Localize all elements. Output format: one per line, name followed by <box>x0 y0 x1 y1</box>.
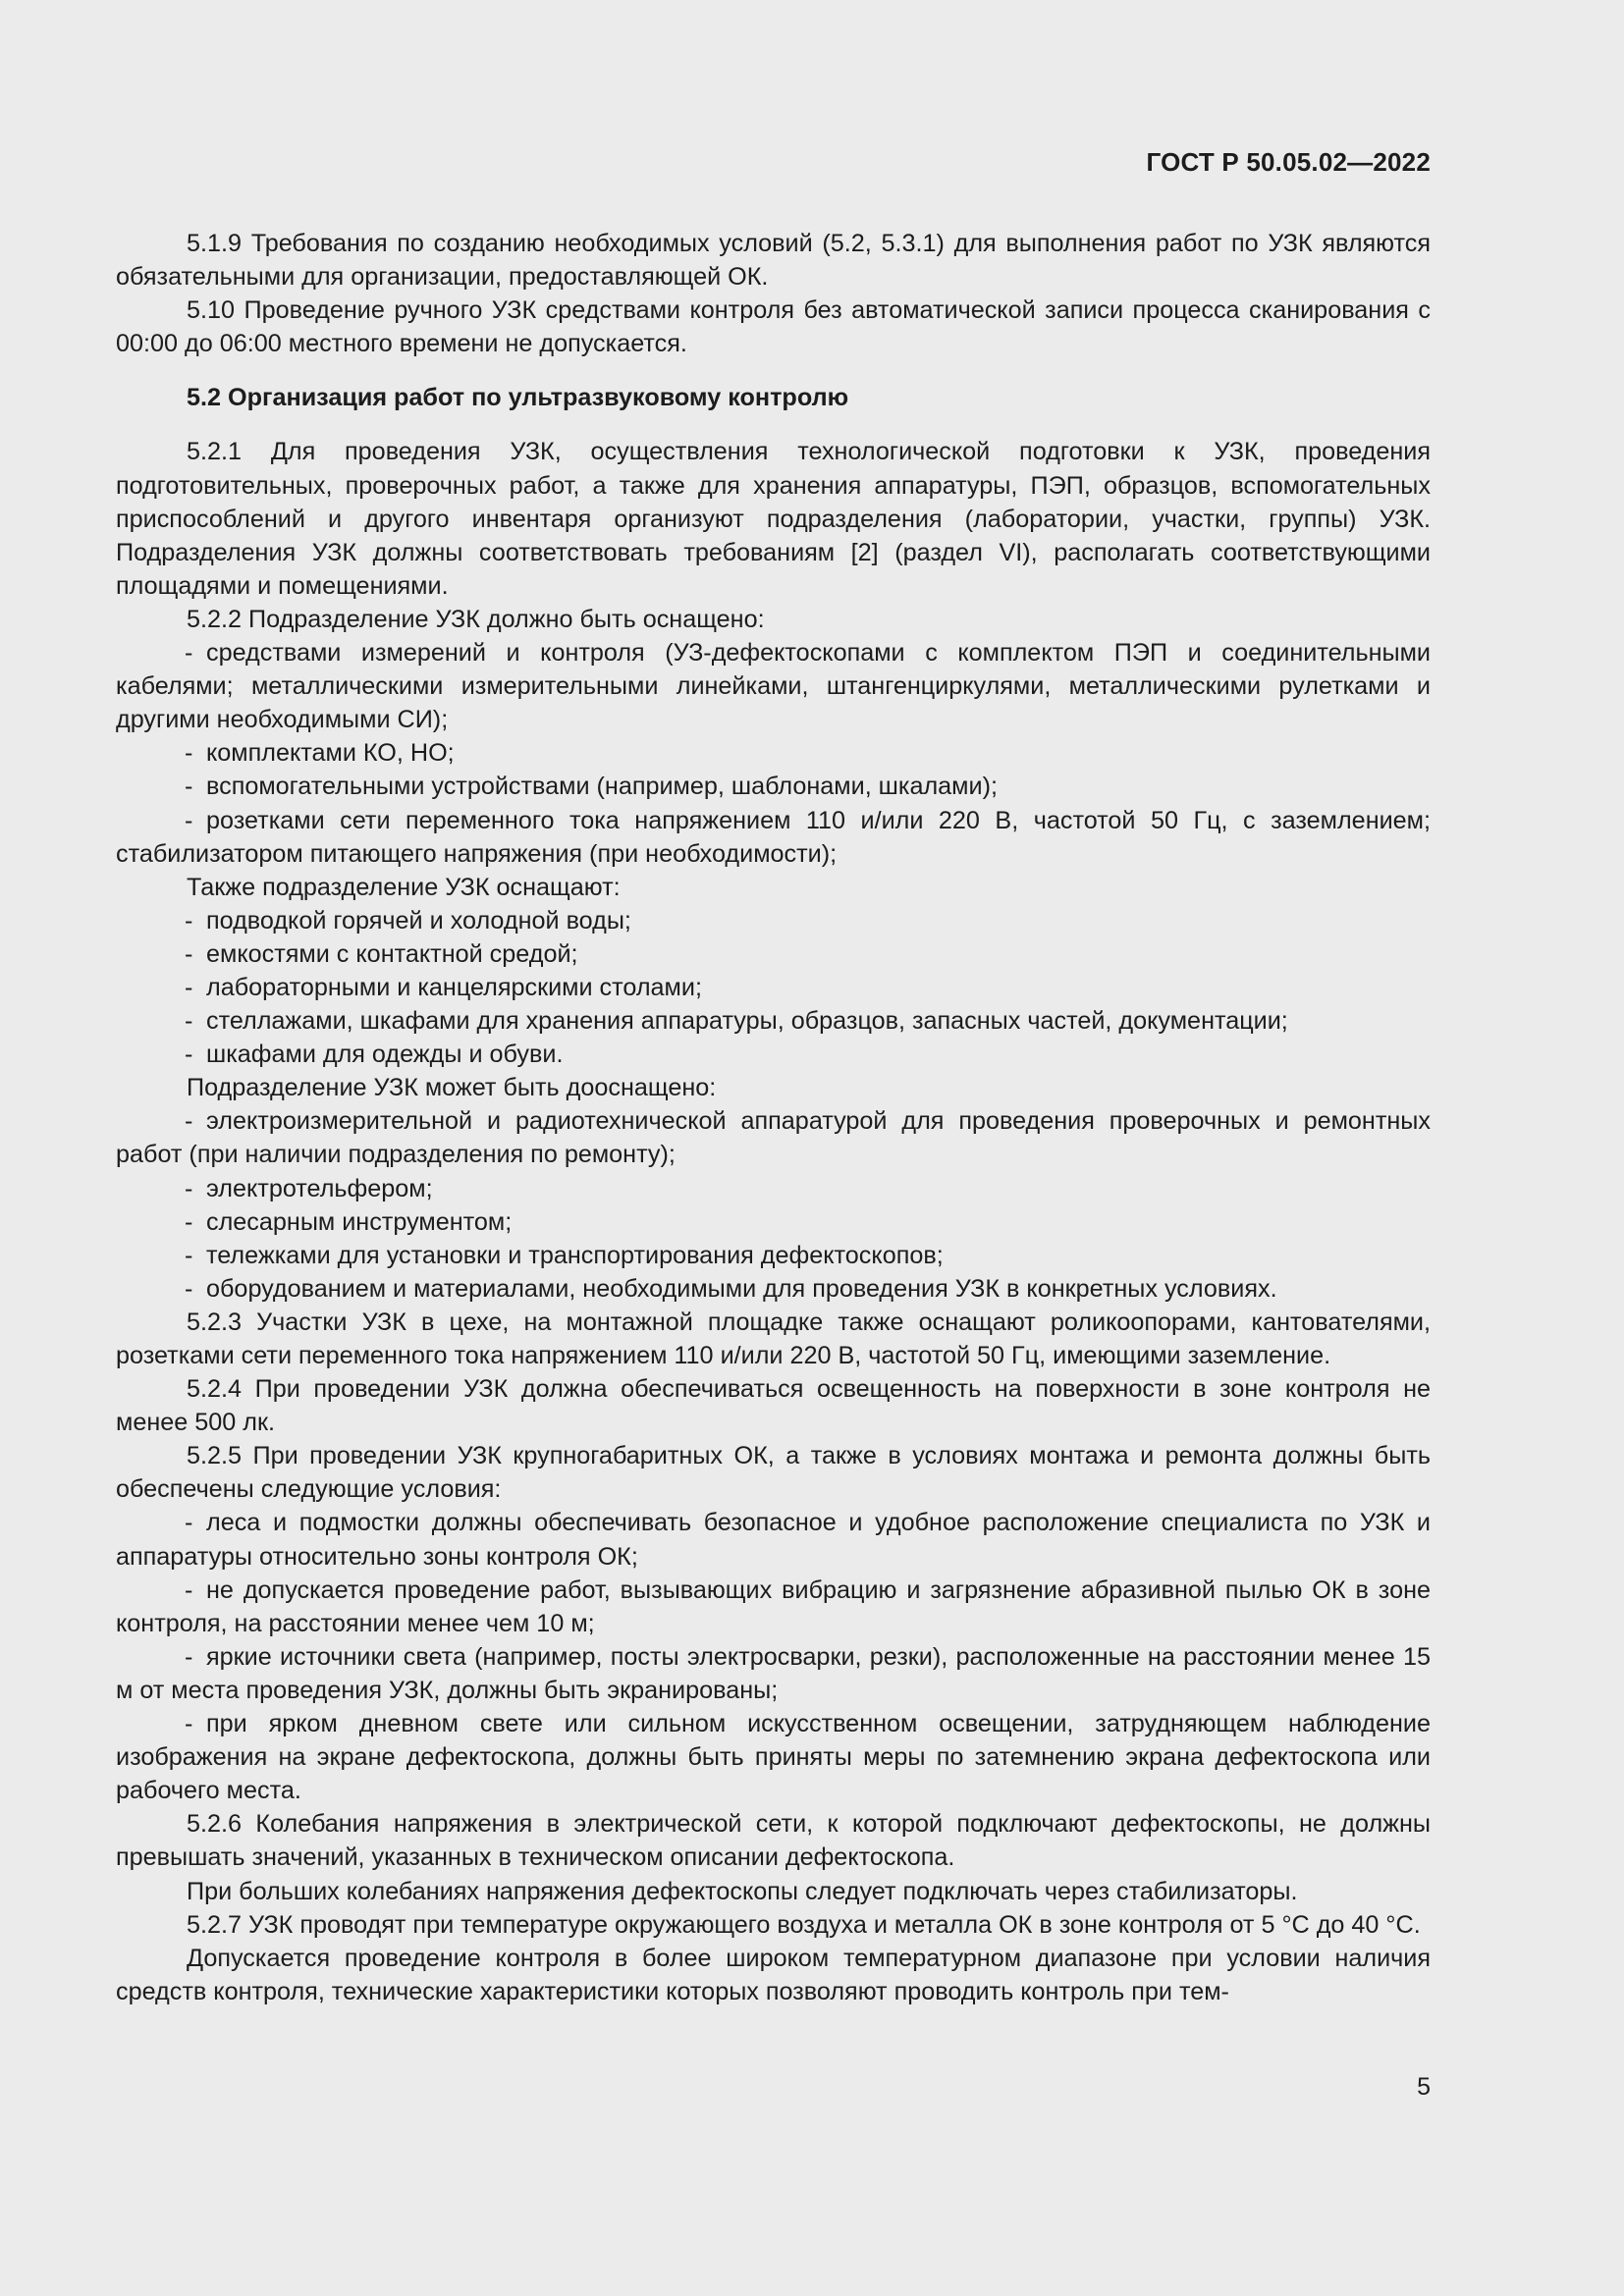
section-heading-5-2: 5.2 Организация работ по ультразвуковому контролю <box>187 384 849 412</box>
paragraph-5-2-7: 5.2.7 УЗК проводят при температуре окружающего воздуха и металла ОК в зоне контроля от 5 °С до 40 °С. <box>187 1910 1421 1939</box>
list-item-text: тележками для установки и транспортирования дефектоскопов; <box>206 1241 944 1269</box>
bullet-dash: - <box>185 1642 193 1671</box>
bullet-dash: - <box>185 1007 193 1036</box>
bullet-dash: - <box>185 1174 193 1202</box>
list-item <box>116 1239 1431 1272</box>
bullet-dash: - <box>185 1041 193 1069</box>
page-body <box>116 227 1431 2008</box>
list-item <box>116 770 1431 803</box>
paragraph-5-2-1: 5.2.1 Для проведения УЗК, осуществления технологической подготовки к УЗК, проведения подготовительных, проверочных работ, а также для хранения аппаратуры, ПЭП, образцов, вспомогательных приспособлений и другого инвентаря организуют подразделения (лаборатории, участки, группы) УЗК. Подразделения УЗК должны соответствовать требованиям [2] (раздел VI), располагать соответствующими площадями и помещениями. <box>116 438 1431 600</box>
bullet-dash: - <box>185 1575 193 1604</box>
list-item-text: розетками сети переменного тока напряжением 110 и/или 220 В, частотой 50 Гц, с заземлением; стабилизатором питающего напряжения (при необходимости); <box>116 806 1431 868</box>
list-item <box>116 1574 1431 1640</box>
list-item <box>116 1707 1431 1807</box>
paragraph-5-2-3: 5.2.3 Участки УЗК в цехе, на монтажной площадке также оснащают роликоопорами, кантователями, розетками сети переменного тока напряжением 110 и/или 220 В, частотой 50 Гц, имеющими заземление. <box>116 1308 1431 1369</box>
list-item-text: при ярком дневном свете или сильном искусственном освещении, затрудняющем наблюдение изображения на экране дефектоскопа, должны быть приняты меры по затемнению экрана дефектоскопа или рабочего места. <box>116 1710 1431 1805</box>
list-item-text: вспомогательными устройствами (например, шаблонами, шкалами); <box>206 773 998 801</box>
list-item <box>116 971 1431 1004</box>
list-item-text: не допускается проведение работ, вызывающих вибрацию и загрязнение абразивной пылью ОК в зоне контроля, на расстоянии менее чем 10 м; <box>116 1575 1431 1637</box>
list-item <box>116 1272 1431 1306</box>
list-item-text: лабораторными и канцелярскими столами; <box>206 973 702 1001</box>
bullet-dash: - <box>185 739 193 768</box>
list-item-text: стеллажами, шкафами для хранения аппаратуры, образцов, запасных частей, документации; <box>206 1007 1288 1036</box>
list-item-text: леса и подмостки должны обеспечивать безопасное и удобное расположение специалиста по УЗК и аппаратуры относительно зоны контроля ОК; <box>116 1509 1431 1571</box>
list-item <box>116 904 1431 937</box>
paragraph-5-2-2: 5.2.2 Подразделение УЗК должно быть оснащено: <box>187 605 765 633</box>
list-item-text: комплектами КО, НО; <box>206 739 455 768</box>
paragraph-optional-equipment: Подразделение УЗК может быть дооснащено: <box>187 1074 717 1102</box>
list-item <box>116 1038 1431 1071</box>
paragraph-5-2-6: 5.2.6 Колебания напряжения в электрической сети, к которой подключают дефектоскопы, не должны превышать значений, указанных в техническом описании дефектоскопа. <box>116 1810 1431 1872</box>
bullet-dash: - <box>185 1274 193 1303</box>
bullet-dash: - <box>185 1710 193 1738</box>
bullet-dash: - <box>185 1107 193 1136</box>
list-item <box>116 1172 1431 1205</box>
list-item-text: электроизмерительной и радиотехнической аппаратурой для проведения проверочных и ремонтных работ (при наличии подразделения по ремонту); <box>116 1107 1431 1169</box>
bullet-dash: - <box>185 1207 193 1236</box>
list-item <box>116 1004 1431 1038</box>
paragraph-also-equipped: Также подразделение УЗК оснащают: <box>187 873 621 901</box>
list-item-text: оборудованием и материалами, необходимыми для проведения УЗК в конкретных условиях. <box>206 1274 1277 1303</box>
bullet-dash: - <box>185 1241 193 1269</box>
paragraph-5-1-9: 5.1.9 Требования по созданию необходимых условий (5.2, 5.3.1) для выполнения работ по УЗК являются обязательными для организации, предоставляющей ОК. <box>116 230 1431 292</box>
bullet-dash: - <box>185 1509 193 1537</box>
paragraph-5-10: 5.10 Проведение ручного УЗК средствами контроля без автоматической записи процесса сканирования с 00:00 до 06:00 местного времени не допускается. <box>116 296 1431 358</box>
paragraph-5-2-5: 5.2.5 При проведении УЗК крупногабаритных ОК, а также в условиях монтажа и ремонта должны быть обеспечены следующие условия: <box>116 1442 1431 1504</box>
bullet-dash: - <box>185 906 193 934</box>
list-item <box>116 636 1431 736</box>
list-item-text: подводкой горячей и холодной воды; <box>206 906 631 934</box>
list-item <box>116 736 1431 770</box>
list-item-text: электротельфером; <box>206 1174 433 1202</box>
list-item-text: слесарным инструментом; <box>206 1207 513 1236</box>
bullet-dash: - <box>185 639 193 667</box>
list-item <box>116 1104 1431 1171</box>
paragraph-temperature-range: Допускается проведение контроля в более широком температурном диапазоне при условии наличия средств контроля, технические характеристики которых позволяют проводить контроль при тем- <box>116 1944 1431 2005</box>
document-code: ГОСТ Р 50.05.02—2022 <box>1146 147 1431 177</box>
list-item <box>116 937 1431 971</box>
list-item-text: емкостями с контактной средой; <box>206 939 578 968</box>
list-item <box>116 804 1431 871</box>
list-item <box>116 1205 1431 1239</box>
list-item-text: шкафами для одежды и обуви. <box>206 1041 564 1069</box>
list-item-text: средствами измерений и контроля (УЗ-дефектоскопами с комплектом ПЭП и соединительными кабелями; металлическими измерительными линейками, штангенциркулями, металлическими рулетками и другими необходимыми СИ); <box>116 639 1431 734</box>
bullet-dash: - <box>185 973 193 1001</box>
bullet-dash: - <box>185 939 193 968</box>
bullet-dash: - <box>185 806 193 834</box>
page-number: 5 <box>1417 2073 1431 2101</box>
bullet-dash: - <box>185 773 193 801</box>
paragraph-5-2-4: 5.2.4 При проведении УЗК должна обеспечиваться освещенность на поверхности в зоне контроля не менее 500 лк. <box>116 1375 1431 1437</box>
list-item-text: яркие источники света (например, посты электросварки, резки), расположенные на расстоянии менее 15 м от места проведения УЗК, должны быть экранированы; <box>116 1642 1431 1704</box>
paragraph-stabilizers: При больших колебаниях напряжения дефектоскопы следует подключать через стабилизаторы. <box>187 1877 1298 1905</box>
list-item <box>116 1640 1431 1707</box>
list-item <box>116 1506 1431 1573</box>
